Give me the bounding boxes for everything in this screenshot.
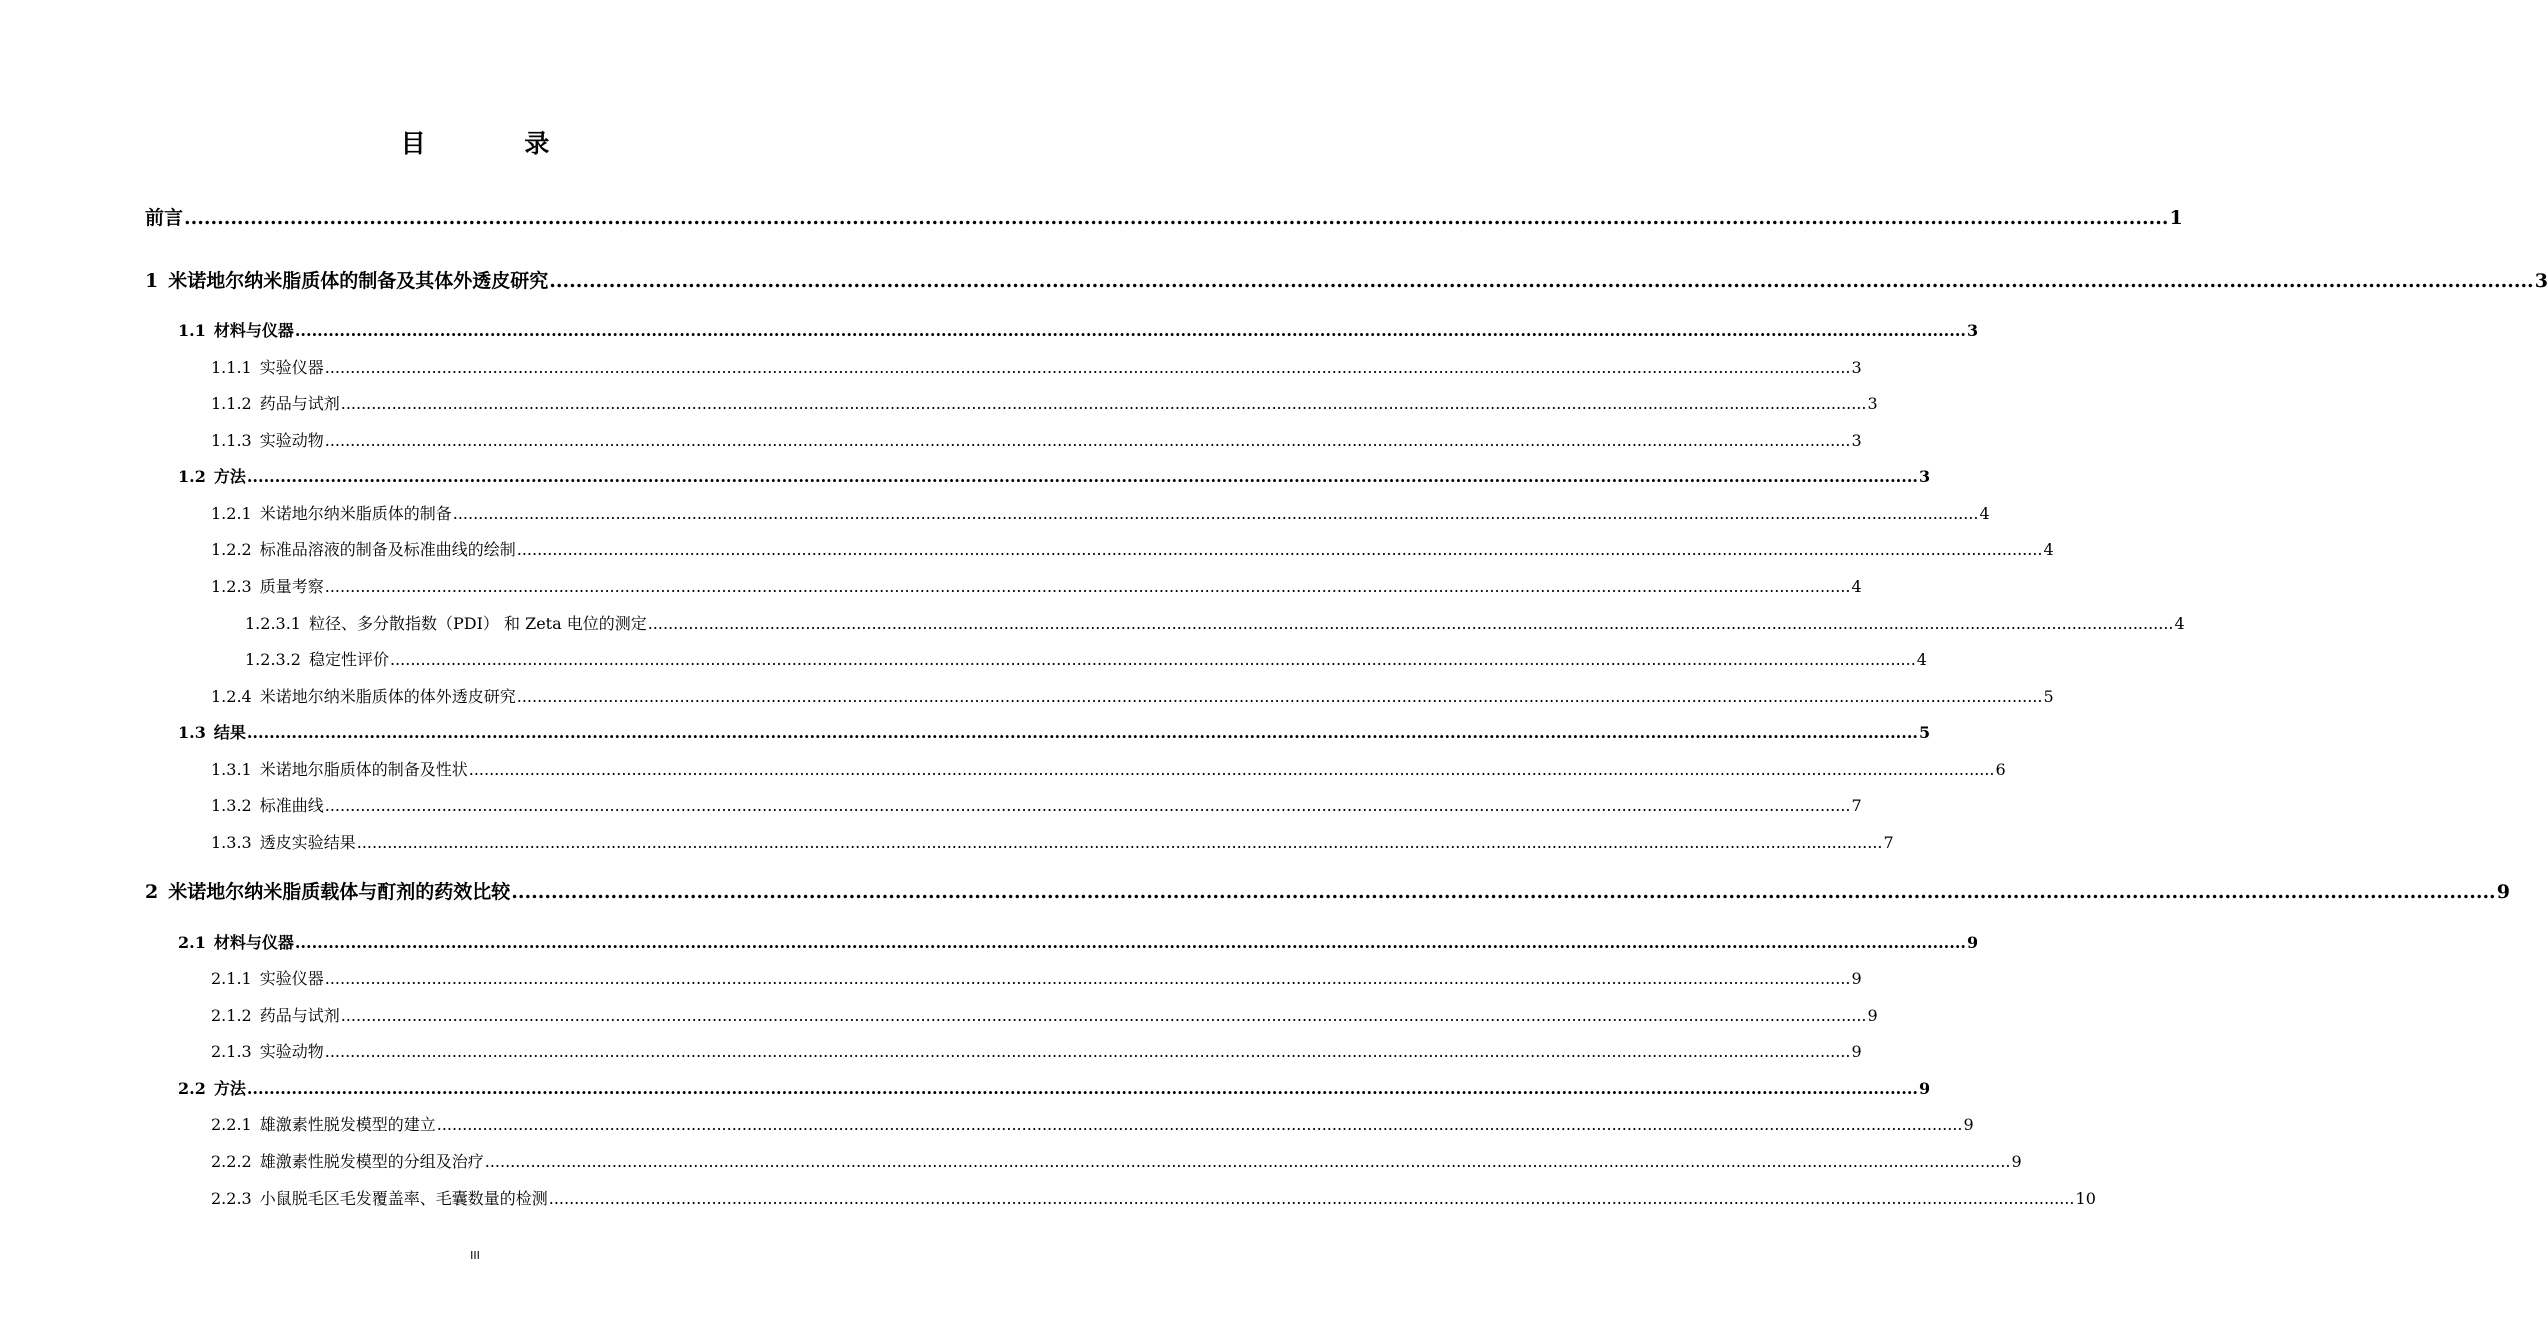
- toc-entry-text: 药品与试剂: [259, 1006, 340, 1025]
- toc-dot-leader: ............................................................................................................................................................................................................................................................................................................: [452, 504, 1979, 523]
- toc-entry-label: [178, 930, 294, 953]
- toc-entry-page: 9: [1867, 1006, 1878, 1025]
- toc-entry[interactable]: [178, 318, 1979, 341]
- toc-entry-number: 1.3.3: [211, 833, 252, 852]
- toc-entry[interactable]: [211, 1186, 2096, 1209]
- toc-dot-leader: ............................................................................................................................................................................................................................................................................................................: [511, 881, 2496, 903]
- toc-entry-page: 4: [1979, 504, 1990, 523]
- toc-dot-leader: ............................................................................................................................................................................................................................................................................................................: [294, 933, 1966, 952]
- toc-entry-label: [245, 611, 647, 634]
- toc-entry-text: 雄激素性脱发模型的分组及治疗: [259, 1152, 484, 1171]
- toc-entry-label: [211, 757, 468, 780]
- toc-entry[interactable]: [178, 720, 1931, 743]
- toc-dot-leader: ............................................................................................................................................................................................................................................................................................................: [324, 358, 1851, 377]
- toc-entry-number: 1.3: [178, 723, 206, 742]
- toc-entry-page: 9: [1963, 1115, 1974, 1134]
- toc-entry[interactable]: [211, 684, 2054, 707]
- toc-entry-text: 质量考察: [259, 577, 324, 596]
- toc-entry-text: 标准曲线: [259, 796, 324, 815]
- toc-title: 目 录: [400, 129, 595, 158]
- toc-entry-label: [211, 684, 516, 707]
- toc-entry-number: 2.1: [178, 933, 206, 952]
- toc-entry[interactable]: [211, 574, 1862, 597]
- toc-dot-leader: ............................................................................................................................................................................................................................................................................................................: [390, 650, 1916, 669]
- toc-entry-label: [211, 1003, 340, 1026]
- toc-entry-label: [211, 966, 324, 989]
- toc-entry-number: 1.2.1: [211, 504, 252, 523]
- toc-entry[interactable]: [211, 428, 1862, 451]
- toc-entry-page: 3: [1851, 358, 1862, 377]
- page-number-footer: III: [470, 1249, 480, 1262]
- toc-dot-leader: ............................................................................................................................................................................................................................................................................................................: [356, 833, 1883, 852]
- toc-entry-label: [211, 1112, 436, 1135]
- toc-entry[interactable]: [211, 1003, 1878, 1026]
- toc-entry-page: 9: [1918, 1079, 1931, 1098]
- toc-entry[interactable]: [178, 930, 1979, 953]
- toc-entry[interactable]: [211, 1039, 1862, 1062]
- toc-entry-page: 3: [2534, 270, 2548, 292]
- toc-entry[interactable]: [211, 537, 2054, 560]
- toc-entry-text: 米诺地尔纳米脂质载体与酊剂的药效比较: [168, 881, 511, 903]
- toc-entry[interactable]: [245, 647, 1927, 670]
- toc-entry-text: 实验动物: [259, 1042, 324, 1061]
- toc-entry-label: [145, 266, 548, 293]
- toc-entry[interactable]: [145, 877, 2510, 904]
- toc-entry[interactable]: [145, 266, 2548, 293]
- toc-entry-number: 1.1: [178, 321, 206, 340]
- toc-entry-page: 9: [1851, 1042, 1862, 1061]
- toc-entry-page: 9: [1966, 933, 1979, 952]
- toc-entry-text: 前言: [145, 207, 184, 229]
- toc-entry-page: 3: [1918, 467, 1931, 486]
- toc-entry[interactable]: [211, 501, 1990, 524]
- toc-entry-page: 3: [1851, 431, 1862, 450]
- toc-entry-number: 1.1.2: [211, 394, 252, 413]
- toc-entry-number: 2.2.2: [211, 1152, 252, 1171]
- toc-entry-text: 实验动物: [259, 431, 324, 450]
- toc-entry-text: 稳定性评价: [308, 650, 389, 669]
- toc-dot-leader: ............................................................................................................................................................................................................................................................................................................: [468, 760, 1995, 779]
- toc-entry-text: 雄激素性脱发模型的建立: [259, 1115, 436, 1134]
- toc-entry-label: [211, 1149, 484, 1172]
- toc-entry-text: 米诺地尔纳米脂质体的体外透皮研究: [259, 687, 516, 706]
- toc-entry[interactable]: [211, 1149, 2022, 1172]
- toc-entry-text: 方法: [213, 1079, 246, 1098]
- toc-entry-page: 9: [2011, 1152, 2022, 1171]
- toc-entry-page: 5: [1918, 723, 1931, 742]
- toc-entry-label: [178, 1076, 246, 1099]
- toc-entry-text: 药品与试剂: [259, 394, 340, 413]
- toc-entry-number: 2: [145, 881, 159, 903]
- toc-entry-page: 9: [1851, 969, 1862, 988]
- toc-entry-label: [178, 720, 246, 743]
- toc-entry-number: 1.3.2: [211, 796, 252, 815]
- toc-entry-number: 2.2: [178, 1079, 206, 1098]
- toc-dot-leader: ............................................................................................................................................................................................................................................................................................................: [548, 1189, 2075, 1208]
- toc-entry-page: 4: [2043, 540, 2054, 559]
- toc-entry-number: 1.1.3: [211, 431, 252, 450]
- toc-dot-leader: ............................................................................................................................................................................................................................................................................................................: [340, 394, 1867, 413]
- toc-entry-page: 7: [1883, 833, 1894, 852]
- toc-dot-leader: ............................................................................................................................................................................................................................................................................................................: [516, 687, 2043, 706]
- toc-entry[interactable]: [211, 355, 1862, 378]
- toc-dot-leader: ............................................................................................................................................................................................................................................................................................................: [246, 723, 1918, 742]
- toc-entry-number: 1.3.1: [211, 760, 252, 779]
- toc-entry-number: 2.2.3: [211, 1189, 252, 1208]
- toc-entry-number: 1.2: [178, 467, 206, 486]
- toc-dot-leader: ............................................................................................................................................................................................................................................................................................................: [184, 207, 2169, 229]
- toc-dot-leader: ............................................................................................................................................................................................................................................................................................................: [324, 431, 1851, 450]
- toc-entry-label: [211, 501, 452, 524]
- toc-entry-label: [145, 203, 183, 230]
- toc-entry-text: 米诺地尔纳米脂质体的制备及其体外透皮研究: [168, 270, 549, 292]
- toc-entry-page: 10: [2075, 1189, 2096, 1208]
- toc-entry[interactable]: [211, 391, 1878, 414]
- toc-entry-label: [211, 1039, 324, 1062]
- toc-entry-text: 标准品溶液的制备及标准曲线的绘制: [259, 540, 516, 559]
- toc-entry-page: 4: [2174, 614, 2185, 633]
- toc-entry-number: 1: [145, 270, 159, 292]
- toc-entry[interactable]: [145, 203, 2183, 230]
- toc-entry-number: 2.1.3: [211, 1042, 252, 1061]
- toc-entry-label: [211, 355, 324, 378]
- toc-entry-page: 3: [1867, 394, 1878, 413]
- toc-entry-label: [245, 647, 389, 670]
- toc-entry-label: [211, 793, 324, 816]
- toc-entry[interactable]: [211, 966, 1862, 989]
- toc-entry[interactable]: [211, 757, 2006, 780]
- toc-entry[interactable]: [211, 1112, 1974, 1135]
- toc-dot-leader: ............................................................................................................................................................................................................................................................................................................: [246, 1079, 1918, 1098]
- toc-entry-number: 2.1.2: [211, 1006, 252, 1025]
- toc-dot-leader: ............................................................................................................................................................................................................................................................................................................: [324, 796, 1851, 815]
- toc-entry-label: [211, 428, 324, 451]
- toc-entry-page: 7: [1851, 796, 1862, 815]
- toc-dot-leader: ............................................................................................................................................................................................................................................................................................................: [294, 321, 1966, 340]
- toc-dot-leader: ............................................................................................................................................................................................................................................................................................................: [436, 1115, 1963, 1134]
- toc-entry-number: 1.1.1: [211, 358, 252, 377]
- toc-dot-leader: ............................................................................................................................................................................................................................................................................................................: [484, 1152, 2011, 1171]
- toc-dot-leader: ............................................................................................................................................................................................................................................................................................................: [324, 577, 1851, 596]
- toc-entry-label: [211, 537, 516, 560]
- toc-entry-text: 米诺地尔脂质体的制备及性状: [259, 760, 468, 779]
- toc-entry-page: 5: [2043, 687, 2054, 706]
- toc-entry-page: 4: [1916, 650, 1927, 669]
- toc-entry[interactable]: [211, 793, 1862, 816]
- toc-entry-page: 3: [1966, 321, 1979, 340]
- toc-entry-page: 6: [1995, 760, 2006, 779]
- toc-entry[interactable]: [178, 464, 1931, 487]
- toc-entry-number: 1.2.3: [211, 577, 252, 596]
- toc-entry-text: 小鼠脱毛区毛发覆盖率、毛囊数量的检测: [259, 1189, 548, 1208]
- toc-entry-text: 实验仪器: [259, 969, 324, 988]
- toc-entry-label: [145, 877, 510, 904]
- toc-entry-label: [211, 830, 356, 853]
- toc-dot-leader: ............................................................................................................................................................................................................................................................................................................: [647, 614, 2174, 633]
- toc-entry-label: [178, 318, 294, 341]
- toc-entry-text: 材料与仪器: [213, 321, 294, 340]
- toc-dot-leader: ............................................................................................................................................................................................................................................................................................................: [246, 467, 1918, 486]
- toc-entry-page: 1: [2169, 207, 2183, 229]
- toc-dot-leader: ............................................................................................................................................................................................................................................................................................................: [324, 969, 1851, 988]
- toc-entry-text: 粒径、多分散指数（PDI） 和 Zeta 电位的测定: [308, 614, 647, 633]
- toc-entry[interactable]: [245, 611, 2185, 634]
- toc-entry-label: [211, 391, 340, 414]
- toc-entry[interactable]: [211, 830, 1894, 853]
- toc-entry[interactable]: [178, 1076, 1931, 1099]
- toc-dot-leader: ............................................................................................................................................................................................................................................................................................................: [516, 540, 2043, 559]
- toc-dot-leader: ............................................................................................................................................................................................................................................................................................................: [324, 1042, 1851, 1061]
- toc-entry-page: 4: [1851, 577, 1862, 596]
- toc-entry-page: 9: [2496, 881, 2510, 903]
- toc-entry-number: 2.2.1: [211, 1115, 252, 1134]
- toc-entry-text: 透皮实验结果: [259, 833, 356, 852]
- toc-entry-label: [211, 1186, 548, 1209]
- toc-entry-text: 米诺地尔纳米脂质体的制备: [259, 504, 452, 523]
- toc-entry-text: 结果: [213, 723, 246, 742]
- toc-entry-number: 2.1.1: [211, 969, 252, 988]
- toc-entry-label: [178, 464, 246, 487]
- toc-entry-number: 1.2.3.1: [245, 614, 301, 633]
- toc-dot-leader: ............................................................................................................................................................................................................................................................................................................: [340, 1006, 1867, 1025]
- toc-entry-label: [211, 574, 324, 597]
- toc-entry-text: 材料与仪器: [213, 933, 294, 952]
- toc-entry-text: 实验仪器: [259, 358, 324, 377]
- toc-entry-number: 1.2.2: [211, 540, 252, 559]
- toc-entry-number: 1.2.4: [211, 687, 252, 706]
- toc-entry-number: 1.2.3.2: [245, 650, 301, 669]
- toc-entry-text: 方法: [213, 467, 246, 486]
- toc-dot-leader: ............................................................................................................................................................................................................................................................................................................: [549, 270, 2534, 292]
